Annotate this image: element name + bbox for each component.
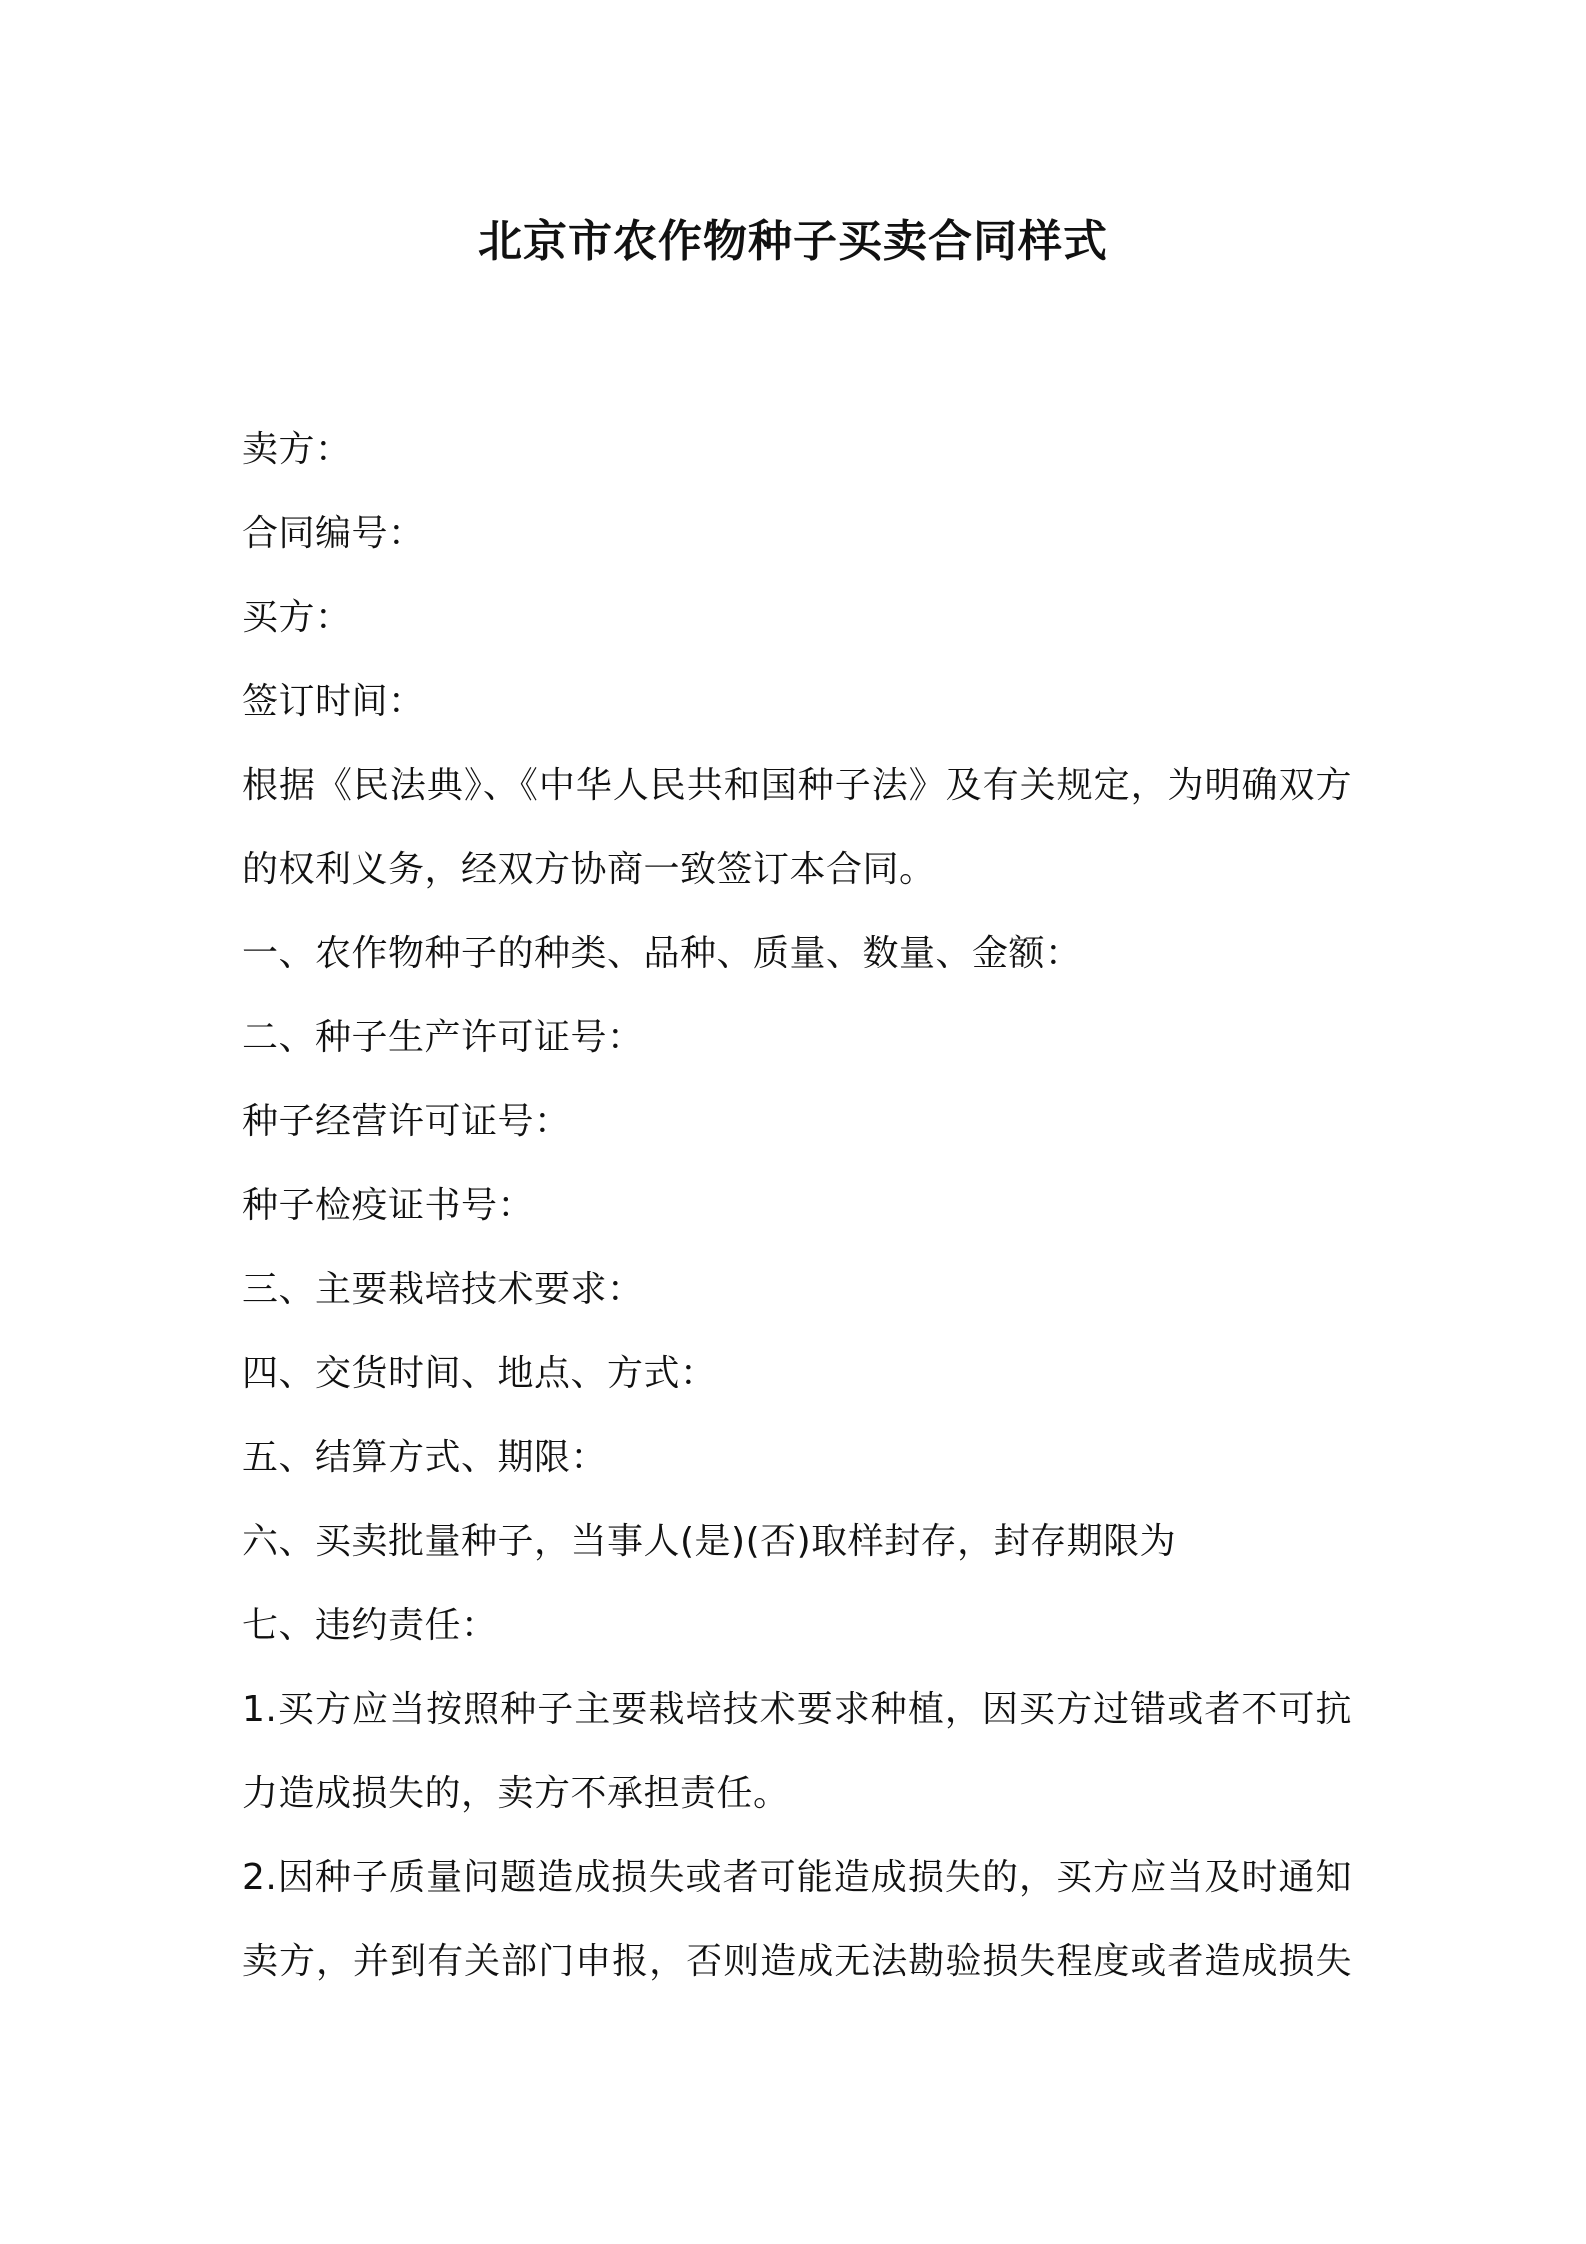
clause-7-heading: 七、违约责任： [242,1605,498,1646]
document-title: 北京市农作物种子买卖合同样式 [478,216,1108,267]
liability-item-1-line-2: 力造成损失的，卖方不承担责任。 [242,1773,790,1814]
preamble-line-2: 的权利义务，经双方协商一致签订本合同。 [242,849,936,890]
document-body [242,408,1352,2004]
signing-time-label: 签订时间： [242,681,425,722]
clause-3-heading: 三、主要栽培技术要求： [242,1269,644,1310]
clause-2-heading: 二、种子生产许可证号： [242,1017,644,1058]
preamble-line-1: 根据《民法典》、《中华人民共和国种子法》及有关规定，为明确双方 [242,765,1352,806]
clause-1-heading: 一、农作物种子的种类、品种、质量、数量、金额： [242,933,1082,974]
clause-5-heading: 五、结算方式、期限： [242,1437,608,1478]
liability-item-2-line-1: 2.因种子质量问题造成损失或者可能造成损失的，买方应当及时通知 [242,1857,1352,1898]
seller-field-label: 卖方： [242,429,352,470]
buyer-field-label: 买方： [242,597,352,638]
clause-6-heading: 六、买卖批量种子，当事人(是)(否)取样封存，封存期限为 [242,1521,1177,1562]
contract-number-label: 合同编号： [242,513,425,554]
quarantine-certificate-label: 种子检疫证书号： [242,1185,535,1226]
business-license-label: 种子经营许可证号： [242,1101,571,1142]
liability-item-1-line-1: 1.买方应当按照种子主要栽培技术要求种植，因买方过错或者不可抗 [242,1689,1352,1730]
clause-4-heading: 四、交货时间、地点、方式： [242,1353,717,1394]
liability-item-2-line-2: 卖方，并到有关部门申报，否则造成无法勘验损失程度或者造成损失 [242,1941,1352,1982]
